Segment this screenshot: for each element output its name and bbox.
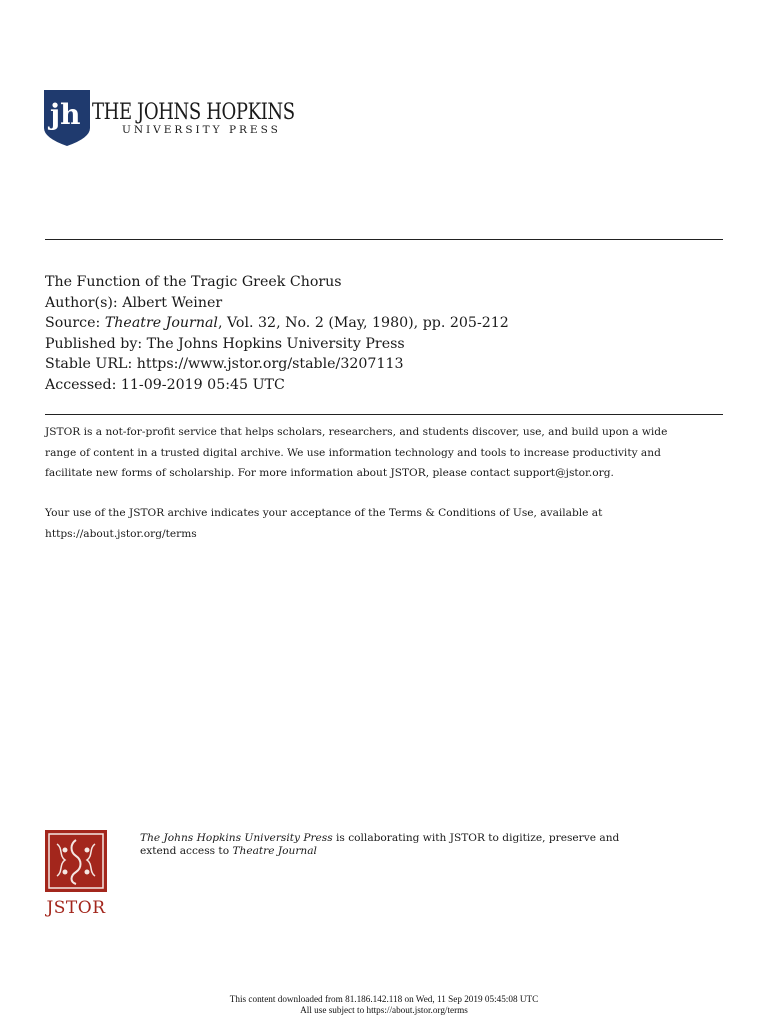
footer-download-line: This content downloaded from 81.186.142.118 on Wed, 11 Sep 2019 05:45:08 UTC	[229, 994, 539, 1004]
jh-shield-icon	[44, 90, 90, 146]
collaboration-note	[140, 832, 700, 858]
collaboration-text: is collaborating with JSTOR to digitize, preserve and	[332, 832, 620, 844]
accessed-label: Accessed:	[45, 376, 117, 393]
jstor-notice-line: facilitate new forms of scholarship. For more information about JSTOR, please contact support@jstor.org.	[45, 467, 614, 480]
article-source	[45, 313, 509, 334]
jstor-emblem-icon	[45, 830, 107, 892]
jstor-wordmark: JSTOR	[46, 898, 106, 918]
collaboration-publisher: The Johns Hopkins University Press	[140, 832, 333, 844]
article-metadata	[45, 272, 509, 396]
article-title: The Function of the Tragic Greek Chorus	[45, 274, 342, 290]
collaboration-line	[140, 832, 700, 845]
terms-link[interactable]: https://about.jstor.org/terms	[45, 527, 197, 540]
jstor-logo	[45, 830, 107, 920]
article-author	[45, 293, 509, 314]
collaboration-line	[140, 845, 700, 858]
article-publisher	[45, 334, 509, 355]
publisher-logo-subname: UNIVERSITY PRESS	[122, 124, 281, 136]
author-label: Author(s):	[45, 294, 118, 311]
download-footer	[0, 994, 768, 1016]
author-name: Albert Weiner	[122, 294, 223, 311]
accessed-date: 11-09-2019 05:45 UTC	[120, 376, 285, 393]
source-label: Source:	[45, 315, 101, 332]
divider-middle	[45, 414, 723, 415]
terms-notice-line: Your use of the JSTOR archive indicates your acceptance of the Terms & Conditions of Use, available at	[45, 507, 603, 519]
collaboration-text: extend access to	[140, 844, 233, 857]
jstor-notice-line: JSTOR is a not-for-profit service that helps scholars, researchers, and students discover, use, and build upon a wide	[45, 426, 668, 438]
source-details: , Vol. 32, No. 2 (May, 1980), pp. 205-212	[217, 315, 509, 332]
publisher-logo	[44, 90, 295, 146]
publisher-label: Published by:	[45, 335, 143, 352]
footer-terms-line: All use subject to https://about.jstor.org/terms	[300, 1005, 468, 1015]
source-journal: Theatre Journal	[104, 315, 218, 332]
url-label: Stable URL:	[45, 356, 133, 373]
svg-text:jh: jh	[50, 98, 81, 131]
publisher-logo-name: THE JOHNS HOPKINS	[92, 100, 295, 125]
jstor-notice-line: range of content in a trusted digital archive. We use information technology and tools to increase productivity and	[45, 446, 661, 459]
stable-url-link[interactable]: https://www.jstor.org/stable/3207113	[136, 356, 404, 373]
collaboration-journal: Theatre Journal	[232, 844, 317, 857]
article-stable-url	[45, 354, 509, 375]
divider-top	[45, 239, 723, 240]
jstor-notice	[45, 422, 725, 484]
article-accessed	[45, 375, 509, 396]
publisher-name: The Johns Hopkins University Press	[146, 335, 405, 352]
terms-notice	[45, 503, 725, 544]
